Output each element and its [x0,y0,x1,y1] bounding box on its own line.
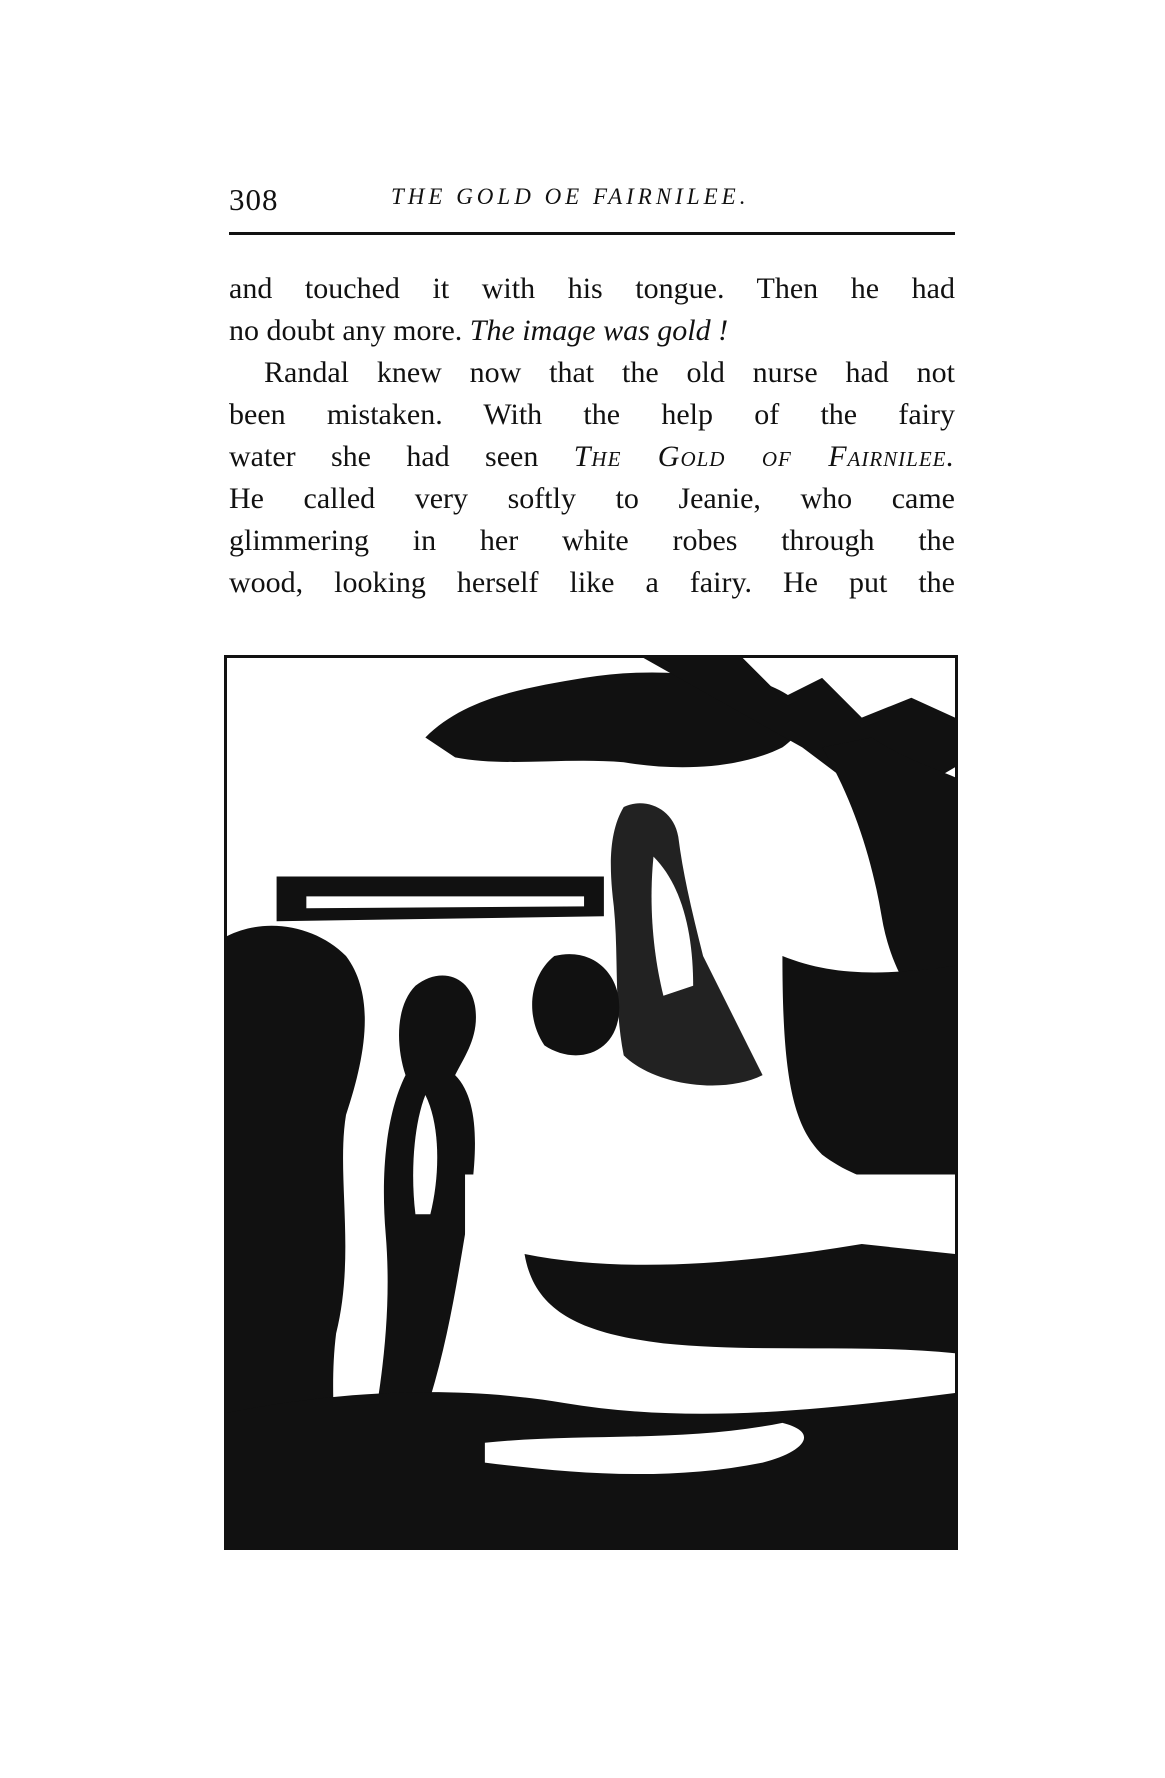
illustration-plate [224,655,958,1550]
page-number: 308 [229,182,279,217]
text-line [229,310,955,352]
small-caps-text-segment: The Gold of Fairnilee. [573,440,956,473]
text-line: Randal knew now that the old nurse had not [264,356,955,389]
text-line: glimmering in her white robes through the [229,524,955,557]
text-line: wood, looking herself like a fairy. He put the [229,566,955,599]
text-line [229,436,955,478]
text-segment: water she had seen [229,440,539,473]
header-rule [229,232,955,235]
running-header [229,174,955,230]
text-segment: no doubt any more. [229,314,463,347]
text-line: and touched it with his tongue. Then he had [229,272,955,305]
body-text [229,268,955,604]
text-line: He called very softly to Jeanie, who came [229,482,955,515]
italic-text-segment: The image was gold ! [469,314,729,347]
running-title: THE GOLD OE FAIRNILEE. [391,184,750,209]
engraving-of-figures-in-wood-icon [227,658,955,1547]
text-line: been mistaken. With the help of the fairy [229,398,955,431]
